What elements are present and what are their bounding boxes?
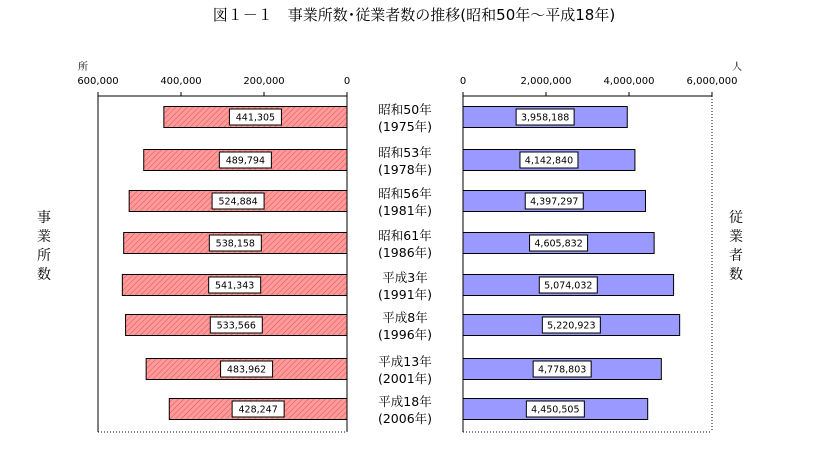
left-unit-label: 所 (78, 62, 88, 73)
employees-value-label: 4,450,505 (531, 404, 580, 416)
establishments-value-label: 489,794 (225, 155, 266, 167)
category-era-label: 昭和50年 (378, 102, 432, 117)
right-axis-title-char: 従 (729, 210, 743, 226)
category-era-label: 昭和61年 (378, 228, 432, 243)
left-axis-title-char: 業 (37, 229, 51, 245)
establishments-panel (37, 61, 350, 432)
employees-value-label: 5,220,923 (547, 320, 596, 332)
category-year-label: (1986年) (377, 245, 433, 260)
right-axis-title-char: 業 (729, 229, 743, 245)
right-tick-label: 6,000,000 (686, 76, 738, 87)
left-tick-label: 400,000 (160, 76, 202, 87)
category-era-label: 昭和56年 (378, 186, 432, 201)
category-labels (378, 102, 432, 426)
right-axis-title-char: 数 (729, 267, 743, 283)
category-year-label: (1996年) (377, 327, 433, 342)
category-era-label: 平成8年 (382, 310, 428, 325)
left-axis-title-char: 数 (37, 267, 51, 283)
category-year-label: (1978年) (377, 162, 433, 177)
right-tick-label: 0 (459, 76, 467, 87)
left-axis-title-char: 事 (37, 210, 51, 226)
employees-value-label: 4,142,840 (524, 155, 574, 167)
left-tick-label: 200,000 (243, 76, 285, 87)
category-year-label: (2006年) (377, 411, 433, 426)
left-axis-title-char: 所 (37, 248, 51, 264)
category-era-label: 昭和53年 (378, 145, 432, 160)
left-tick-label: 0 (343, 76, 351, 87)
chart-title: 図１－１ 事業所数･従業者数の推移(昭和50年～平成18年) (212, 6, 616, 24)
employees-value-label: 5,074,032 (544, 280, 593, 292)
right-tick-label: 4,000,000 (603, 76, 655, 87)
employees-value-label: 4,605,832 (534, 238, 583, 250)
category-era-label: 平成18年 (378, 394, 432, 409)
establishments-value-label: 428,247 (238, 404, 278, 416)
category-year-label: (1981年) (377, 203, 433, 218)
establishments-value-label: 483,962 (226, 364, 267, 376)
establishments-value-label: 533,566 (216, 320, 256, 332)
right-unit-label: 人 (732, 62, 742, 73)
establishments-value-label: 538,158 (215, 238, 255, 250)
employees-panel (460, 60, 743, 432)
category-year-label: (1991年) (377, 287, 433, 302)
establishments-value-label: 441,305 (235, 112, 276, 124)
right-axis-title-char: 者 (729, 248, 743, 264)
category-era-label: 平成13年 (378, 354, 432, 369)
right-tick-label: 2,000,000 (520, 76, 572, 87)
employees-value-label: 3,958,188 (520, 112, 570, 124)
employees-value-label: 4,778,803 (537, 364, 587, 376)
category-year-label: (1975年) (377, 119, 433, 134)
left-tick-label: 600,000 (77, 76, 119, 87)
employees-value-label: 4,397,297 (530, 196, 579, 208)
establishments-value-label: 541,343 (215, 280, 255, 292)
category-year-label: (2001年) (377, 371, 433, 386)
establishments-value-label: 524,884 (218, 196, 258, 208)
category-era-label: 平成3年 (382, 270, 428, 285)
